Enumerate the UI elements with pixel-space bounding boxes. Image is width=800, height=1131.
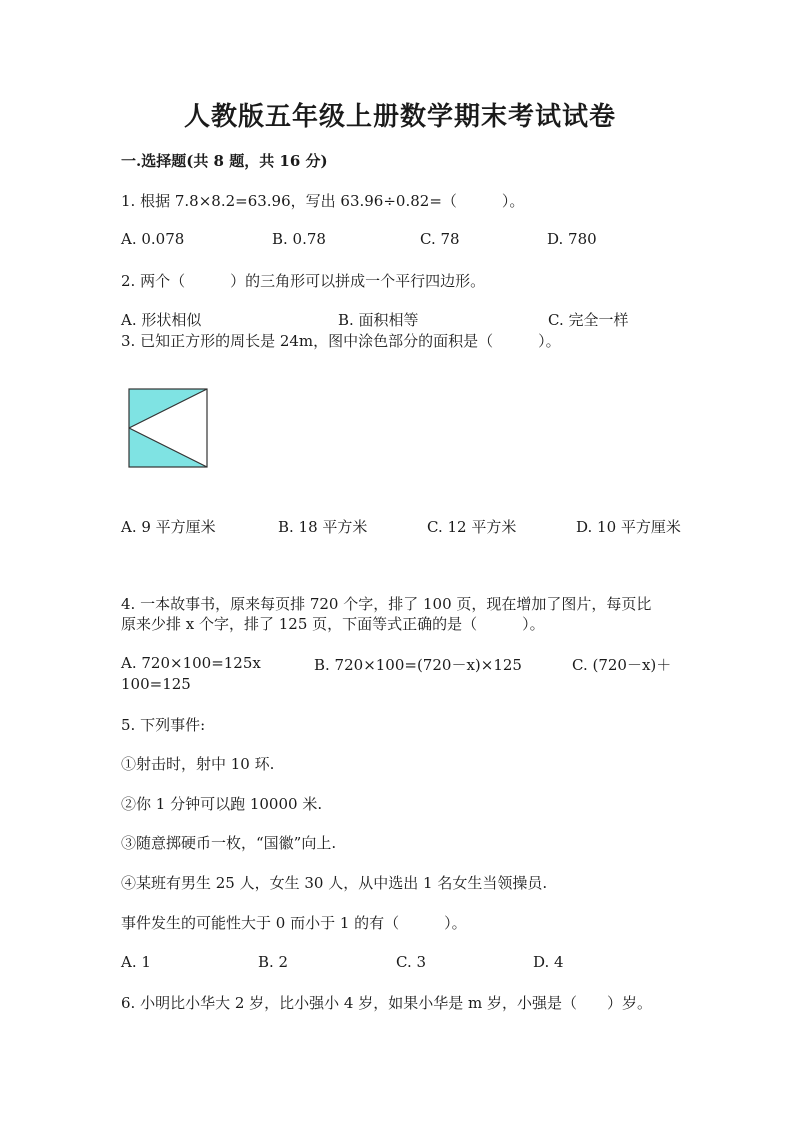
question-2-option-b: B. 面积相等: [338, 311, 419, 329]
page-title: 人教版五年级上册数学期末考试试卷: [183, 102, 616, 132]
question-5-event-4: ④某班有男生 25 人，女生 30 人，从中选出 1 名女生当领操员.: [121, 874, 548, 892]
question-3-option-d: D. 10 平方厘米: [576, 518, 681, 536]
question-3-option-b: B. 18 平方米: [278, 518, 368, 536]
question-4-stem-line-1: 4. 一本故事书，原来每页排 720 个字，排了 100 页，现在增加了图片，每页比: [121, 595, 652, 613]
question-5-option-c: C. 3: [396, 953, 427, 971]
question-1-option-a: A. 0.078: [121, 230, 185, 248]
question-1-option-d: D. 780: [547, 230, 597, 248]
section-heading: 一.选择题(共 8 题，共 16 分): [121, 152, 328, 170]
question-5-question: 事件发生的可能性大于 0 而小于 1 的有（ ）。: [121, 914, 467, 932]
question-4-option-c-cont: 100=125: [121, 675, 191, 693]
question-4-option-b: B. 720×100=(720－x)×125: [314, 656, 522, 674]
question-5-event-3: ③随意掷硬币一枚，“国徽”向上.: [121, 834, 337, 852]
question-5-event-1: ①射击时，射中 10 环.: [121, 755, 275, 773]
question-4-option-a: A. 720×100=125x: [121, 654, 261, 672]
question-2-option-c: C. 完全一样: [548, 311, 629, 329]
question-2-stem: 2. 两个（ ）的三角形可以拼成一个平行四边形。: [121, 272, 486, 290]
question-5-option-a: A. 1: [121, 953, 151, 971]
question-1-option-c: C. 78: [420, 230, 460, 248]
question-5-stem: 5. 下列事件:: [121, 716, 206, 734]
question-1-option-b: B. 0.78: [272, 230, 326, 248]
question-6-stem: 6. 小明比小华大 2 岁，比小强小 4 岁，如果小华是 m 岁，小强是（ ）岁。: [121, 994, 653, 1012]
square-figure: [127, 387, 211, 471]
question-3-option-c: C. 12 平方米: [427, 518, 517, 536]
question-5-option-d: D. 4: [533, 953, 564, 971]
question-3-stem: 3. 已知正方形的周长是 24m，图中涂色部分的面积是（ ）。: [121, 332, 561, 350]
question-1-stem: 1. 根据 7.8×8.2=63.96，写出 63.96÷0.82=（ ）。: [121, 192, 525, 210]
question-5-event-2: ②你 1 分钟可以跑 10000 米.: [121, 795, 323, 813]
question-4-option-c: C. (720－x)＋: [572, 656, 672, 674]
question-4-stem-line-2: 原来少排 x 个字，排了 125 页，下面等式正确的是（ ）。: [121, 615, 545, 633]
question-3-option-a: A. 9 平方厘米: [121, 518, 216, 536]
question-2-option-a: A. 形状相似: [121, 311, 202, 329]
question-5-option-b: B. 2: [258, 953, 289, 971]
